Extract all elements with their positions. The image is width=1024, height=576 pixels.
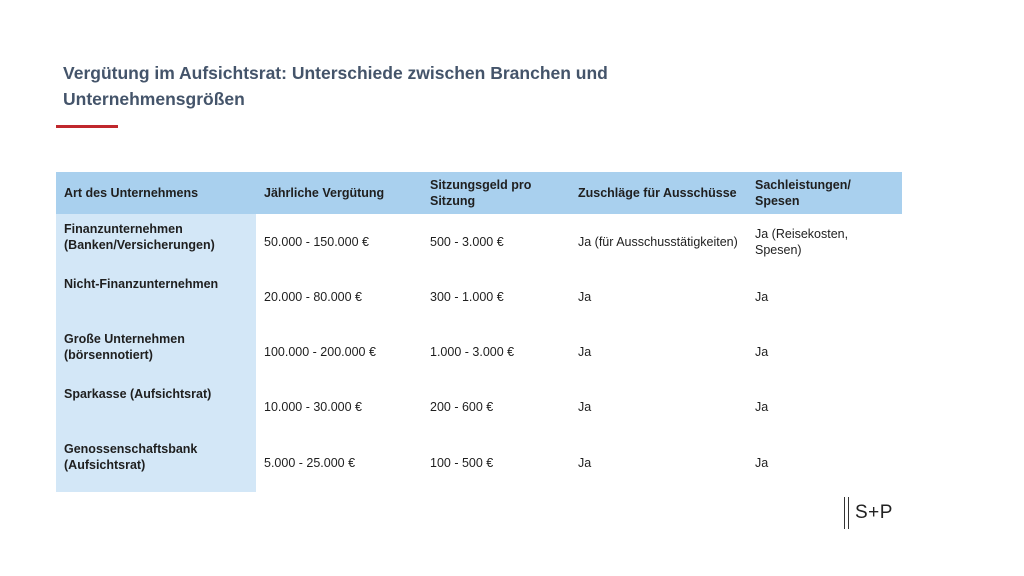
cell-meeting-fee: 300 - 1.000 €: [430, 289, 504, 304]
cell-company-type: Genossenschaftsbank (Aufsichtsrat): [56, 434, 256, 492]
cell-company-type: Große Unternehmen (börsennotiert): [56, 324, 256, 379]
cell-expenses: Ja: [755, 399, 769, 414]
table-header-row: [56, 172, 902, 214]
table-row: [56, 379, 902, 434]
table-row: [56, 269, 902, 324]
logo-bar-right: [848, 497, 849, 529]
cell-meeting-fee: 100 - 500 €: [430, 456, 494, 470]
cell-committee-surcharge: Ja (für Ausschusstätigkeiten): [578, 234, 738, 249]
header-committee-surcharge: Zuschläge für Ausschüsse: [570, 172, 747, 214]
table-row: [56, 324, 902, 379]
cell-expenses: Ja (Reisekosten, Spesen): [755, 226, 849, 257]
title-underline: [56, 125, 118, 128]
table-row: [56, 434, 902, 492]
table-row: [56, 214, 902, 269]
cell-annual-pay: 5.000 - 25.000 €: [264, 456, 356, 470]
cell-annual-pay: 50.000 - 150.000 €: [264, 234, 369, 249]
cell-company-type: Finanzunternehmen (Banken/Versicherungen): [56, 214, 256, 269]
cell-committee-surcharge: Ja: [578, 399, 592, 414]
cell-expenses: Ja: [755, 289, 769, 304]
cell-meeting-fee: 500 - 3.000 €: [430, 234, 504, 249]
header-annual-pay: Jährliche Vergütung: [256, 172, 422, 214]
logo-bar-left: [844, 497, 845, 529]
cell-annual-pay: 10.000 - 30.000 €: [264, 399, 362, 414]
logo-text: S+P: [855, 502, 893, 523]
cell-annual-pay: 20.000 - 80.000 €: [264, 289, 362, 304]
cell-committee-surcharge: Ja: [578, 456, 592, 470]
header-meeting-fee: Sitzungsgeld pro Sitzung: [422, 172, 570, 214]
header-company-type: Art des Unternehmens: [56, 172, 256, 214]
cell-company-type: Sparkasse (Aufsichtsrat): [56, 379, 256, 434]
cell-expenses: Ja: [755, 456, 769, 470]
cell-company-type: Nicht-Finanzunternehmen: [56, 269, 256, 324]
cell-annual-pay: 100.000 - 200.000 €: [264, 344, 376, 359]
slide-title: Vergütung im Aufsichtsrat: Unterschiede zwischen Branchen und Unternehmensgrößen: [63, 63, 608, 109]
cell-meeting-fee: 1.000 - 3.000 €: [430, 344, 515, 359]
cell-expenses: Ja: [755, 344, 769, 359]
compensation-table: [56, 172, 902, 492]
cell-meeting-fee: 200 - 600 €: [430, 399, 494, 414]
sp-logo: [844, 497, 893, 529]
cell-committee-surcharge: Ja: [578, 344, 592, 359]
cell-committee-surcharge: Ja: [578, 289, 592, 304]
header-expenses: Sachleistungen/ Spesen: [747, 172, 902, 214]
